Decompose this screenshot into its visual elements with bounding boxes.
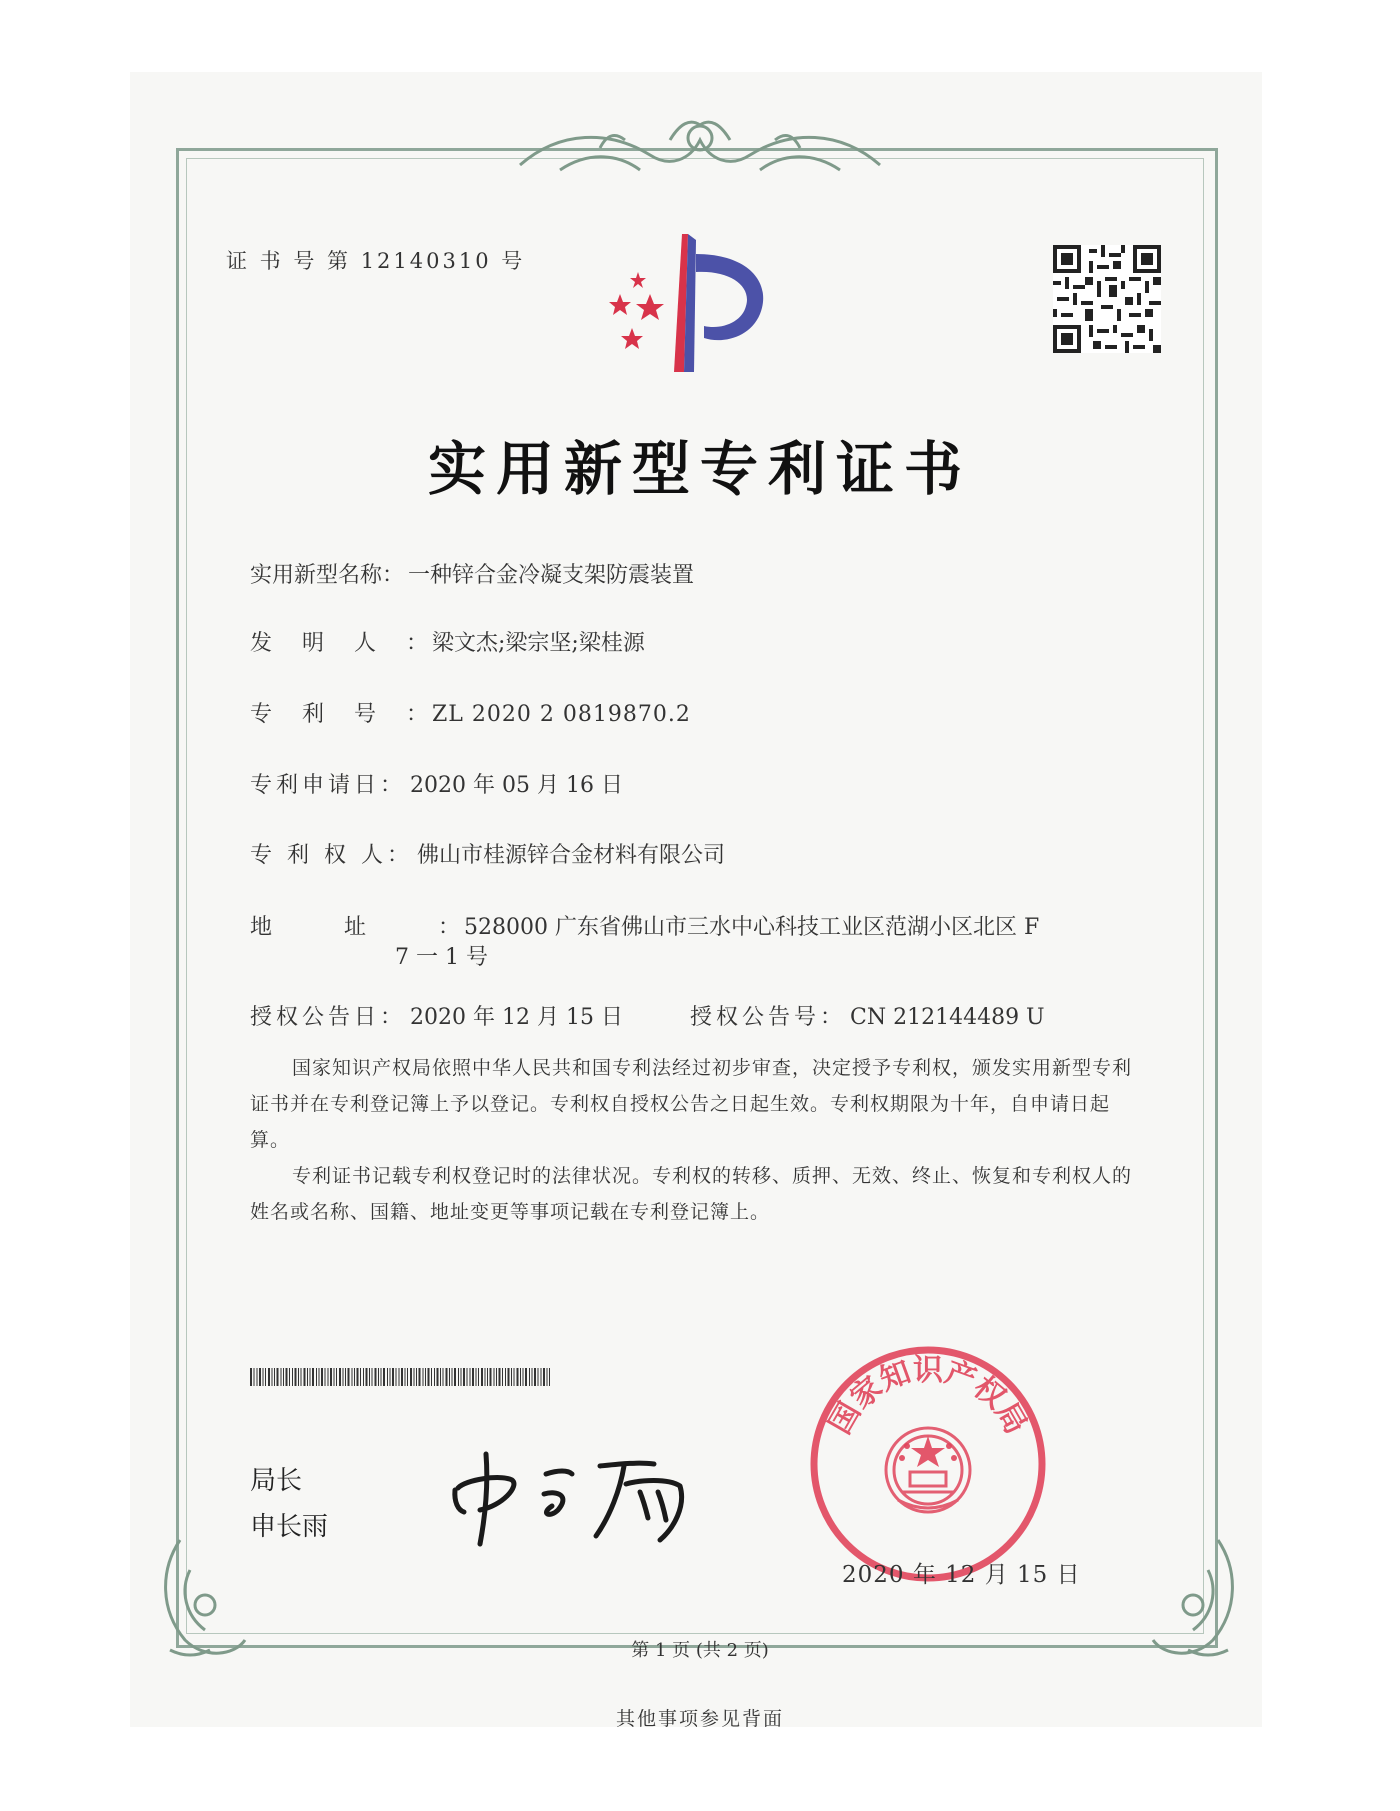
field-label: 专 利 权 人：: [250, 843, 413, 868]
statement-paragraph-1: 国家知识产权局依照中华人民共和国专利法经过初步审查，决定授予专利权，颁发实用新型专利证书并在专利登记簿上予以登记。专利权自授权公告之日起生效。专利权期限为十年，自申请日起算。: [250, 1057, 1133, 1151]
field-label: 实用新型名称：: [250, 563, 405, 588]
field-value: 2020 年 05 月 16 日: [410, 773, 623, 798]
field-value: CN 212144489 U: [850, 1005, 1045, 1030]
barcode-icon: [250, 1368, 550, 1386]
certificate-title: 实用新型专利证书: [427, 435, 972, 503]
field-filing-date: [250, 768, 623, 799]
field-patent-number: [250, 697, 691, 728]
director-title: 局长: [250, 1466, 303, 1496]
field-label: 授权公告号：: [690, 1005, 847, 1030]
director-signature: [440, 1440, 710, 1550]
field-patentee: [250, 838, 725, 869]
field-value: 佛山市桂源锌合金材料有限公司: [416, 843, 725, 868]
field-address-line2: 7 一 1 号: [395, 945, 488, 970]
field-label: 发明人：: [250, 631, 459, 656]
field-grant-number: [690, 1000, 1045, 1031]
field-value: 2020 年 12 月 15 日: [410, 1005, 623, 1030]
field-inventor: [250, 626, 645, 657]
page-number: 第 1 页 (共 2 页): [631, 1640, 769, 1661]
seal-text: 国家知识产权局: [822, 1353, 1034, 1441]
field-value: 一种锌合金冷凝支架防震装置: [408, 563, 695, 588]
footer-note: 其他事项参见背面: [615, 1708, 784, 1730]
field-grant-date: [250, 1000, 623, 1031]
certificate-number: 证 书 号 第 12140310 号: [226, 249, 526, 273]
official-seal: [806, 1342, 1050, 1586]
field-label: 专利号：: [250, 702, 459, 727]
top-ornament-icon: [500, 110, 900, 190]
field-address: [250, 910, 1039, 941]
field-label: 授权公告日：: [250, 1005, 407, 1030]
field-label: 地址：: [250, 915, 533, 940]
patent-office-logo: [600, 232, 800, 384]
field-value: ZL 2020 2 0819870.2: [432, 702, 691, 727]
director-name: 申长雨: [250, 1512, 329, 1542]
field-value: 528000 广东省佛山市三水中心科技工业区范湖小区北区 F: [464, 915, 1040, 940]
statement-paragraph-2: 专利证书记载专利权登记时的法律状况。专利权的转移、质押、无效、终止、恢复和专利权人的姓名或名称、国籍、地址变更等事项记载在专利登记簿上。: [250, 1165, 1133, 1223]
field-utility-model-name: [250, 558, 694, 589]
seal-date: 2020 年 12 月 15 日: [842, 1562, 1081, 1588]
qr-code-icon: [1053, 245, 1161, 353]
field-value: 梁文杰;梁宗坚;梁桂源: [432, 631, 645, 656]
field-label: 专利申请日：: [250, 773, 407, 798]
